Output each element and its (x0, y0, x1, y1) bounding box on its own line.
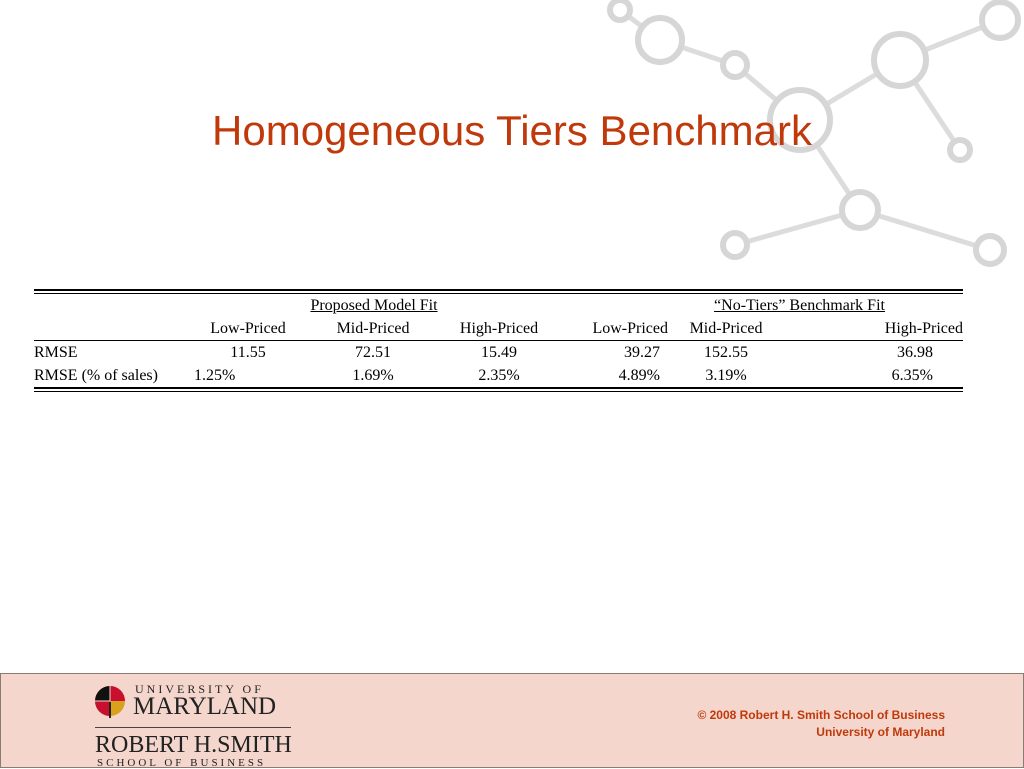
header-blank (34, 294, 194, 317)
logo-robert-h-smith: ROBERT H.SMITH (95, 732, 292, 758)
row-label: RMSE (34, 344, 78, 361)
col-header-low-priced: Low-Priced (592, 320, 668, 337)
footer-bar (0, 673, 1024, 768)
table-row (34, 341, 963, 364)
copyright-line: University of Maryland (816, 725, 945, 739)
row-label: RMSE (% of sales) (34, 367, 158, 384)
column-header-row (34, 317, 963, 340)
logo-maryland: MARYLAND (133, 693, 277, 720)
table-cell: 36.98 (897, 344, 933, 361)
university-logo (93, 682, 293, 769)
table-cell: 2.35% (478, 367, 520, 384)
logo-school-of-business: SCHOOL OF BUSINESS (97, 757, 267, 769)
table-cell: 152.55 (704, 344, 748, 361)
logo-university-of: UNIVERSITY OF (135, 682, 264, 696)
col-header-mid-priced: Mid-Priced (689, 320, 763, 337)
header-blank (34, 317, 194, 340)
table-cell: 4.89% (618, 367, 660, 384)
table-cell: 6.35% (891, 367, 933, 384)
slide-title: Homogeneous Tiers Benchmark (212, 107, 812, 154)
logo-divider (95, 727, 291, 728)
group-header-benchmark: “No-Tiers” Benchmark Fit (714, 297, 885, 314)
copyright-notice (697, 707, 945, 741)
col-header-mid-priced: Mid-Priced (336, 320, 410, 337)
col-header-high-priced: High-Priced (884, 320, 963, 337)
results-table-grid (34, 294, 963, 387)
col-header-high-priced: High-Priced (459, 320, 539, 337)
table-row (34, 364, 963, 387)
group-header-row (34, 294, 963, 317)
group-header-proposed: Proposed Model Fit (310, 297, 438, 314)
table-cell: 15.49 (481, 344, 517, 361)
results-table (34, 289, 963, 392)
table-cell: 3.19% (705, 367, 747, 384)
table-cell: 1.25% (194, 367, 236, 384)
maryland-flag-icon (93, 684, 127, 718)
col-header-low-priced: Low-Priced (210, 320, 286, 337)
table-cell: 72.51 (355, 344, 391, 361)
table-cell: 39.27 (624, 344, 660, 361)
table-cell: 1.69% (352, 367, 394, 384)
table-cell: 11.55 (230, 344, 266, 361)
copyright-line: © 2008 Robert H. Smith School of Business (697, 708, 945, 722)
table-bottom-rule (34, 387, 963, 392)
